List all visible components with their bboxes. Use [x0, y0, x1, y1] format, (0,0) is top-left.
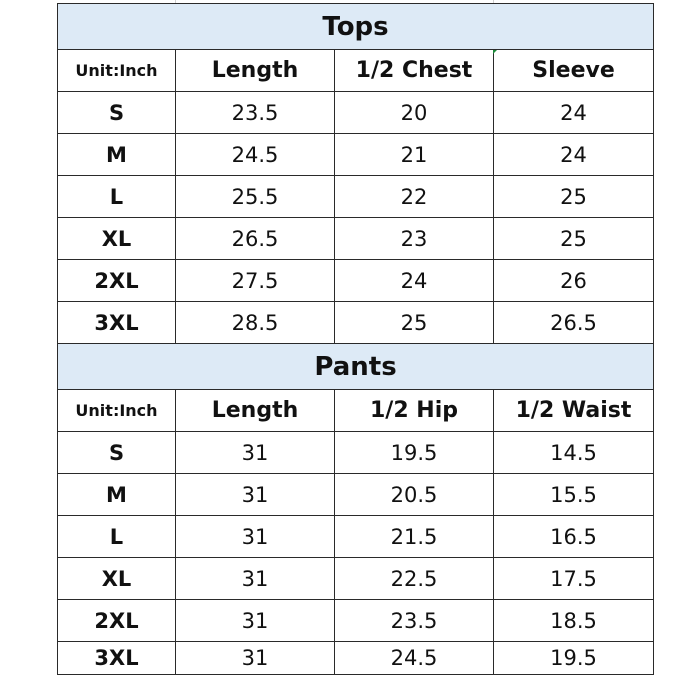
value-cell: 21 [335, 134, 494, 176]
size-cell: L [58, 516, 176, 558]
value-cell: 26.5 [494, 302, 654, 344]
unit-label: Unit:Inch [58, 390, 176, 432]
value-cell: 28.5 [176, 302, 335, 344]
value-cell: 24.5 [176, 134, 335, 176]
value-cell: 27.5 [176, 260, 335, 302]
size-cell: 3XL [58, 302, 176, 344]
cell-comment-marker [493, 50, 497, 54]
pants-title: Pants [58, 344, 654, 390]
value-cell: 21.5 [335, 516, 494, 558]
table-row [58, 558, 654, 600]
value-cell: 17.5 [494, 558, 654, 600]
value-cell: 24 [494, 92, 654, 134]
value-cell: 24 [335, 260, 494, 302]
table-row [58, 474, 654, 516]
value-cell: 26 [494, 260, 654, 302]
value-cell: 25 [494, 176, 654, 218]
value-cell: 15.5 [494, 474, 654, 516]
value-cell: 19.5 [494, 642, 654, 675]
table-row [58, 432, 654, 474]
table-row [58, 134, 654, 176]
column-header-length: Length [176, 390, 335, 432]
value-cell: 24.5 [335, 642, 494, 675]
value-cell: 25 [494, 218, 654, 260]
value-cell: 23 [335, 218, 494, 260]
value-cell: 25.5 [176, 176, 335, 218]
value-cell: 14.5 [494, 432, 654, 474]
value-cell: 25 [335, 302, 494, 344]
size-cell: M [58, 134, 176, 176]
table-row [58, 642, 654, 675]
column-header-half-hip: 1/2 Hip [335, 390, 494, 432]
column-header-sleeve: Sleeve [494, 50, 654, 92]
value-cell: 18.5 [494, 600, 654, 642]
table-row [58, 302, 654, 344]
value-cell: 16.5 [494, 516, 654, 558]
size-cell: L [58, 176, 176, 218]
size-cell: XL [58, 218, 176, 260]
value-cell: 22.5 [335, 558, 494, 600]
pants-title-row [58, 344, 654, 390]
size-cell: M [58, 474, 176, 516]
column-header-length: Length [176, 50, 335, 92]
table-row [58, 600, 654, 642]
table-row [58, 516, 654, 558]
table-row [58, 260, 654, 302]
column-header-half-waist: 1/2 Waist [494, 390, 654, 432]
size-cell: S [58, 92, 176, 134]
size-cell: 2XL [58, 600, 176, 642]
value-cell: 31 [176, 516, 335, 558]
size-cell: 2XL [58, 260, 176, 302]
value-cell: 22 [335, 176, 494, 218]
value-cell: 23.5 [176, 92, 335, 134]
unit-label: Unit:Inch [58, 50, 176, 92]
value-cell: 31 [176, 600, 335, 642]
column-header-half-chest: 1/2 Chest [335, 50, 494, 92]
tops-title-row [58, 4, 654, 50]
value-cell: 23.5 [335, 600, 494, 642]
size-chart-table [57, 3, 654, 675]
table-row [58, 176, 654, 218]
table-row [58, 92, 654, 134]
value-cell: 20.5 [335, 474, 494, 516]
size-cell: S [58, 432, 176, 474]
tops-title: Tops [58, 4, 654, 50]
size-cell: XL [58, 558, 176, 600]
value-cell: 24 [494, 134, 654, 176]
tops-header-row [58, 50, 654, 92]
pants-header-row [58, 390, 654, 432]
value-cell: 31 [176, 474, 335, 516]
value-cell: 31 [176, 558, 335, 600]
value-cell: 26.5 [176, 218, 335, 260]
table-row [58, 218, 654, 260]
value-cell: 31 [176, 432, 335, 474]
value-cell: 20 [335, 92, 494, 134]
size-cell: 3XL [58, 642, 176, 675]
value-cell: 31 [176, 642, 335, 675]
value-cell: 19.5 [335, 432, 494, 474]
